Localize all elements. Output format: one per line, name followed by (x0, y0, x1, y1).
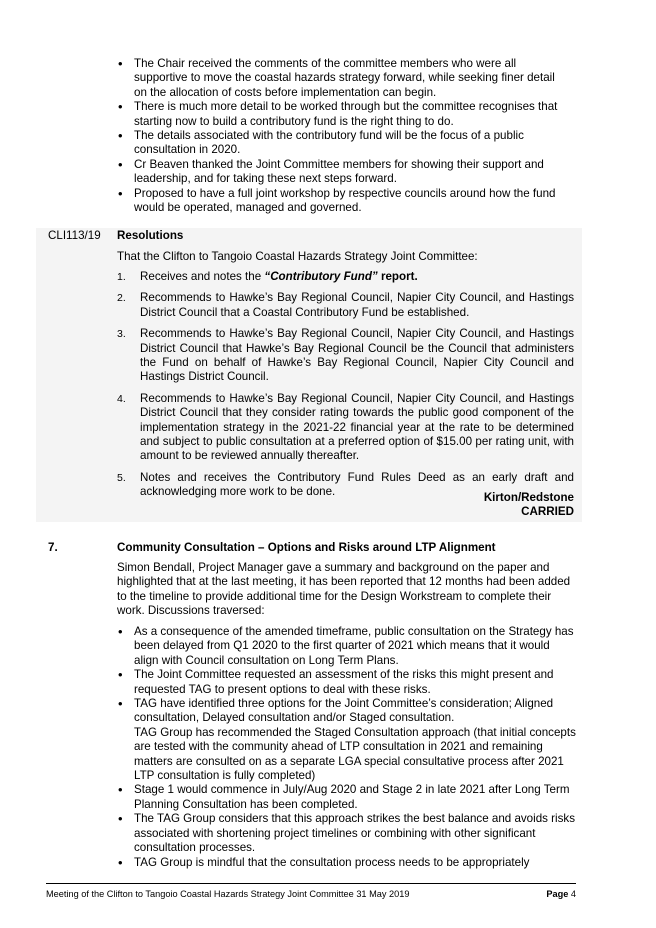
page-label: Page (546, 889, 569, 899)
resolution-number: 2. (117, 292, 126, 305)
resolution-text: Recommends to Hawke’s Bay Regional Council, Napier City Council, and Hastings District Council that Hawke’s Bay Regional Council be the Council that administers the Fund on behalf of Hawke’s Bay Regional Council, Napier City Council and Hastings District Council. (140, 327, 574, 384)
discussion-bullet-list (116, 57, 566, 215)
bullet-item: • Stage 1 would commence in July/Aug 2020 and Stage 2 in late 2021 after Long Term Planning Consultation has been completed. (116, 783, 576, 812)
bullet-text: • TAG have identified three options for the Joint Committee’s consideration; Aligned consultation, Delayed consultation and/or Staged consultation. (134, 697, 554, 725)
movers-names: Kirton/Redstone (483, 491, 574, 504)
section-title: Community Consultation – Options and Risks around LTP Alignment (117, 541, 496, 554)
bullet-item: • The details associated with the contributory fund will be the focus of a public consultation in 2020. (116, 129, 566, 158)
report-title: “Contributory Fund” (264, 270, 378, 283)
resolution-text-pre: Receives and notes the (140, 270, 265, 283)
bullet-item (116, 697, 576, 783)
section-paragraph: Simon Bendall, Project Manager gave a summary and background on the paper and highlighted that at the last meeting, it has been reported that 12 months had been added to the timeline to provide additional time for the Design Workstream to complete their work. Discussions traversed: (117, 561, 571, 618)
bullet-item: • The Joint Committee requested an assessment of the risks this might present and requested TAG to present options to deal with these risks. (116, 668, 576, 697)
resolution-number: 3. (117, 328, 126, 341)
resolution-number: 5. (117, 471, 126, 484)
resolution-item (117, 270, 574, 284)
resolution-number: 4. (117, 392, 126, 405)
section-bullet-list (116, 625, 576, 870)
resolution-text: Recommends to Hawke’s Bay Regional Council, Napier City Council, and Hastings District Council that a Coastal Contributory Fund be established. (140, 291, 574, 319)
resolution-intro: That the Clifton to Tangoio Coastal Hazards Strategy Joint Committee: (117, 250, 478, 263)
resolution-number: 1. (117, 271, 126, 283)
carried-status: CARRIED (521, 505, 574, 519)
resolution-text: Notes and receives the Contributory Fund Rules Deed as an early draft and acknowledging more work to be done. (140, 470, 574, 499)
bullet-item: • Proposed to have a full joint workshop by respective councils around how the fund would be operated, managed and governed. (116, 187, 566, 216)
bullet-item: • There is much more detail to be worked through but the committee recognises that starting now to build a contributory fund is the right thing to do. (116, 100, 566, 129)
resolution-heading: Resolutions (117, 229, 184, 242)
bullet-text-continued: TAG Group has recommended the Staged Consultation approach (that initial concepts are tested with the community ahead of LTP consultation in 2021 and remaining matters are consulted on as a separate LGA special consultative process after 2021 LTP consultation is fully completed) (134, 725, 576, 783)
page-number: 4 (570, 889, 576, 899)
bullet-item: • The Chair received the comments of the committee members who were all supportive to move the coastal hazards strategy forward, while seeking finer detail on the allocation of costs before implementation can begin. (116, 57, 566, 100)
resolution-code: CLI113/19 (48, 229, 101, 242)
bullet-item: • TAG Group is mindful that the consultation process needs to be appropriately (116, 856, 576, 870)
bullet-item: • As a consequence of the amended timeframe, public consultation on the Strategy has been delayed from Q1 2020 to the first quarter of 2021 which means that it would align with Council consultation on Long Term Plans. (116, 625, 576, 668)
resolution-list (117, 270, 574, 507)
footer-meeting-title: Meeting of the Clifton to Tangoio Coastal Hazards Strategy Joint Committee 31 May 2019 (46, 889, 410, 899)
resolution-text-post: report. (377, 270, 418, 283)
resolution-item (117, 291, 574, 320)
footer-divider (46, 883, 576, 884)
bullet-item: • The TAG Group considers that this approach strikes the best balance and avoids risks associated with shortening project timelines or combining with other significant consultation processes. (116, 812, 576, 855)
resolution-item (117, 392, 574, 464)
resolution-text: Recommends to Hawke’s Bay Regional Council, Napier City Council, and Hastings District Council that they consider rating towards the public good component of the implementation strategy in the 2021-22 financial year at the rate to be determined and subject to public consultation at a preferred option of $15.00 per rating unit, with amount to be reviewed annually thereafter. (140, 391, 574, 463)
resolution-item (117, 327, 574, 385)
bullet-item: • Cr Beaven thanked the Joint Committee members for showing their support and leadership, and for taking these next steps forward. (116, 158, 566, 187)
section-number: 7. (48, 541, 58, 554)
footer-page-number (546, 887, 576, 901)
movers-block (484, 491, 574, 520)
